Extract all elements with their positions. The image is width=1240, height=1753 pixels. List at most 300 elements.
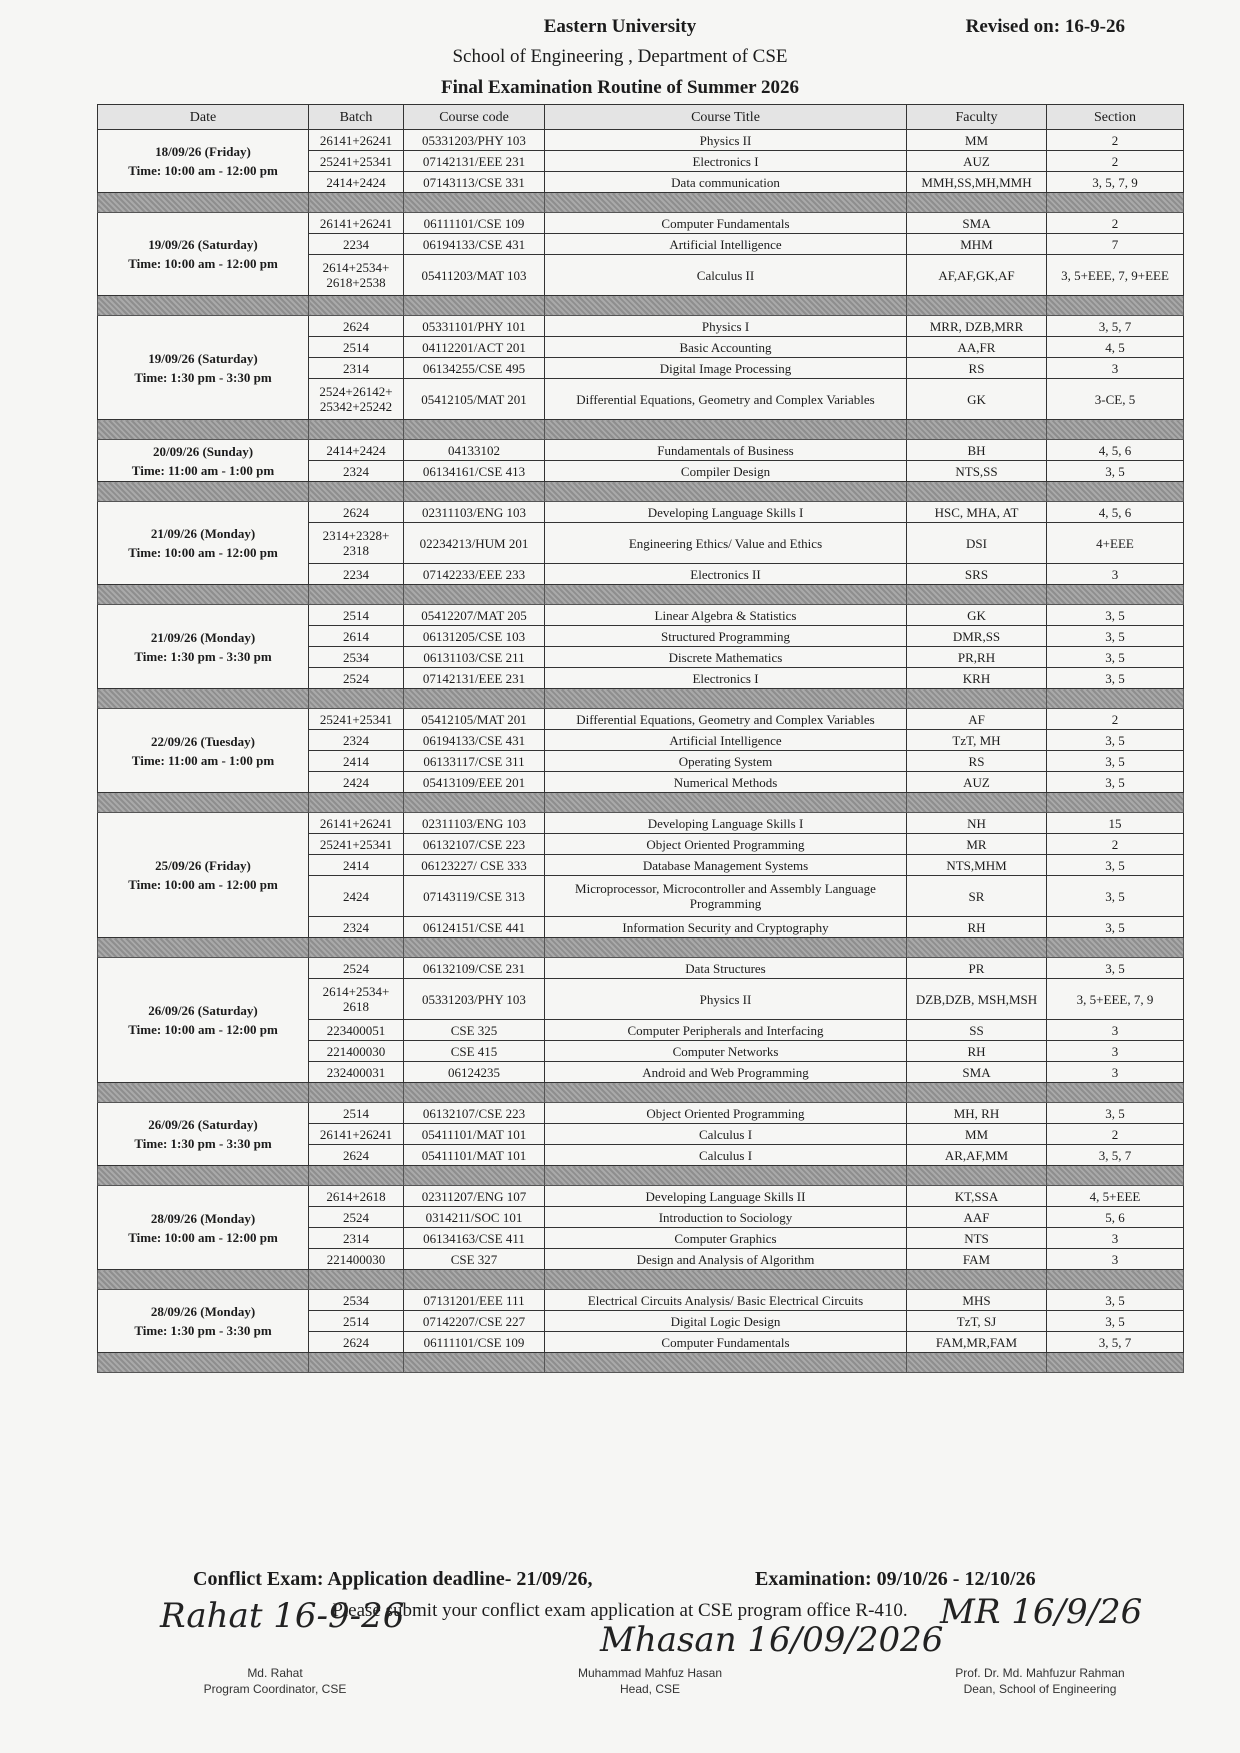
section-cell: 3, 5 (1047, 917, 1184, 938)
column-header-course-code: Course code (404, 105, 545, 130)
batch-cell: 2414 (309, 751, 404, 772)
separator-cell (545, 420, 907, 440)
separator-cell (907, 420, 1047, 440)
exam-date: 19/09/26 (Saturday) (148, 237, 258, 252)
batch-cell: 2424 (309, 876, 404, 917)
course-code-cell: 05413109/EEE 201 (404, 772, 545, 793)
section-cell: 4, 5, 6 (1047, 440, 1184, 461)
batch-cell: 2614+2618 (309, 1186, 404, 1207)
handwritten-signature: Rahat 16-9-26 (160, 1596, 405, 1636)
course-title-cell: Compiler Design (545, 461, 907, 482)
exam-date: 28/09/26 (Monday) (150, 1304, 256, 1319)
separator-cell (404, 296, 545, 316)
faculty-cell: RH (907, 917, 1047, 938)
separator-cell (404, 585, 545, 605)
batch-cell: 26141+26241 (309, 1124, 404, 1145)
section-cell: 3 (1047, 1020, 1184, 1041)
section-cell: 3, 5 (1047, 751, 1184, 772)
course-code-cell: 07143113/CSE 331 (404, 172, 545, 193)
batch-cell: 26141+26241 (309, 130, 404, 151)
separator-cell (907, 793, 1047, 813)
table-row (98, 1103, 1184, 1124)
section-cell: 2 (1047, 834, 1184, 855)
separator-cell (907, 1166, 1047, 1186)
course-code-cell: 06111101/CSE 109 (404, 1332, 545, 1353)
signatory-name: Muhammad Mahfuz Hasan (577, 1666, 723, 1680)
course-title-cell: Basic Accounting (545, 337, 907, 358)
group-separator (98, 1083, 1184, 1103)
faculty-cell: KRH (907, 668, 1047, 689)
separator-cell (309, 585, 404, 605)
batch-cell: 2234 (309, 234, 404, 255)
group-separator (98, 585, 1184, 605)
group-separator (98, 938, 1184, 958)
course-code-cell: 06131205/CSE 103 (404, 626, 545, 647)
signatory-role: Program Coordinator, CSE (203, 1682, 347, 1696)
separator-cell (309, 1353, 404, 1373)
section-cell: 3, 5 (1047, 876, 1184, 917)
exam-date-time (98, 1290, 309, 1353)
exam-date: 18/09/26 (Friday) (155, 144, 251, 159)
exam-date-time (98, 316, 309, 420)
course-title-cell: Introduction to Sociology (545, 1207, 907, 1228)
faculty-cell: MRR, DZB,MRR (907, 316, 1047, 337)
separator-cell (907, 482, 1047, 502)
separator-cell (98, 1166, 309, 1186)
separator-cell (98, 420, 309, 440)
exam-date: 25/09/26 (Friday) (155, 858, 251, 873)
faculty-cell: AAF (907, 1207, 1047, 1228)
exam-time: Time: 11:00 am - 1:00 pm (131, 752, 275, 768)
batch-cell: 2234 (309, 564, 404, 585)
course-title-cell: Calculus I (545, 1124, 907, 1145)
separator-cell (404, 938, 545, 958)
exam-date-time (98, 709, 309, 793)
course-code-cell: 05411101/MAT 101 (404, 1124, 545, 1145)
table-row (98, 709, 1184, 730)
conflict-examination-dates: Examination: 09/10/26 - 12/10/26 (755, 1568, 1036, 1590)
batch-cell: 2624 (309, 502, 404, 523)
section-cell: 3, 5, 7, 9 (1047, 172, 1184, 193)
course-title-cell: Computer Fundamentals (545, 1332, 907, 1353)
handwritten-signature: Mhasan 16/09/2026 (600, 1620, 944, 1660)
section-cell: 3 (1047, 358, 1184, 379)
separator-cell (545, 1083, 907, 1103)
course-code-cell: CSE 415 (404, 1041, 545, 1062)
course-code-cell: 06194133/CSE 431 (404, 730, 545, 751)
column-header-course-title: Course Title (545, 105, 907, 130)
course-code-cell: 06124151/CSE 441 (404, 917, 545, 938)
signatory-name: Prof. Dr. Md. Mahfuzur Rahman (955, 1666, 1125, 1680)
section-cell: 5, 6 (1047, 1207, 1184, 1228)
course-title-cell: Fundamentals of Business (545, 440, 907, 461)
course-code-cell: 06124235 (404, 1062, 545, 1083)
batch-cell: 26141+26241 (309, 213, 404, 234)
section-cell: 3 (1047, 1062, 1184, 1083)
table-header-row (98, 105, 1184, 130)
exam-date-time (98, 130, 309, 193)
section-cell: 3, 5 (1047, 1290, 1184, 1311)
faculty-cell: PR,RH (907, 647, 1047, 668)
course-title-cell: Database Management Systems (545, 855, 907, 876)
course-title-cell: Computer Networks (545, 1041, 907, 1062)
signature-program-coordinator (160, 1596, 405, 1696)
batch-cell: 2534 (309, 1290, 404, 1311)
faculty-cell: KT,SSA (907, 1186, 1047, 1207)
course-code-cell: 0314211/SOC 101 (404, 1207, 545, 1228)
separator-cell (404, 689, 545, 709)
course-code-cell: 02234213/HUM 201 (404, 523, 545, 564)
faculty-cell: TzT, SJ (907, 1311, 1047, 1332)
batch-cell: 2324 (309, 917, 404, 938)
batch-cell: 2614 (309, 626, 404, 647)
course-title-cell: Calculus II (545, 255, 907, 296)
separator-cell (404, 193, 545, 213)
separator-cell (404, 1270, 545, 1290)
course-code-cell: 07142233/EEE 233 (404, 564, 545, 585)
section-cell: 3, 5, 7 (1047, 1332, 1184, 1353)
course-title-cell: Discrete Mathematics (545, 647, 907, 668)
section-cell: 3 (1047, 1228, 1184, 1249)
exam-date: 21/09/26 (Monday) (150, 526, 256, 541)
exam-time: Time: 10:00 am - 12:00 pm (128, 545, 278, 560)
group-separator (98, 1270, 1184, 1290)
separator-cell (1047, 420, 1184, 440)
separator-cell (309, 793, 404, 813)
exam-time: Time: 1:30 pm - 3:30 pm (134, 369, 272, 385)
separator-cell (309, 420, 404, 440)
faculty-cell: SMA (907, 1062, 1047, 1083)
course-code-cell: 05411101/MAT 101 (404, 1145, 545, 1166)
separator-cell (545, 585, 907, 605)
faculty-cell: NTS,MHM (907, 855, 1047, 876)
faculty-cell: AUZ (907, 151, 1047, 172)
section-cell: 3, 5 (1047, 730, 1184, 751)
batch-cell: 2624 (309, 1332, 404, 1353)
faculty-cell: AUZ (907, 772, 1047, 793)
signatory-role: Dean, School of Engineering (963, 1682, 1117, 1696)
faculty-cell: AR,AF,MM (907, 1145, 1047, 1166)
batch-cell: 2324 (309, 730, 404, 751)
section-cell: 15 (1047, 813, 1184, 834)
separator-cell (98, 296, 309, 316)
faculty-cell: MM (907, 1124, 1047, 1145)
section-cell: 3, 5 (1047, 1103, 1184, 1124)
faculty-cell: AF,AF,GK,AF (907, 255, 1047, 296)
section-cell: 2 (1047, 130, 1184, 151)
course-code-cell: 06134163/CSE 411 (404, 1228, 545, 1249)
course-title-cell: Differential Equations, Geometry and Complex Variables (545, 379, 907, 420)
faculty-cell: NH (907, 813, 1047, 834)
separator-cell (309, 1270, 404, 1290)
faculty-cell: DMR,SS (907, 626, 1047, 647)
faculty-cell: DZB,DZB, MSH,MSH (907, 979, 1047, 1020)
table-row (98, 605, 1184, 626)
batch-cell: 26141+26241 (309, 813, 404, 834)
course-code-cell: 05331203/PHY 103 (404, 979, 545, 1020)
course-title-cell: Linear Algebra & Statistics (545, 605, 907, 626)
batch-cell: 2524+26142+ 25342+25242 (309, 379, 404, 420)
exam-time: Time: 10:00 am - 12:00 pm (128, 256, 278, 271)
section-cell: 3-CE, 5 (1047, 379, 1184, 420)
faculty-cell: PR (907, 958, 1047, 979)
separator-cell (907, 1353, 1047, 1373)
section-cell: 2 (1047, 1124, 1184, 1145)
course-code-cell: 06132107/CSE 223 (404, 1103, 545, 1124)
exam-date: 26/09/26 (Saturday) (148, 1003, 258, 1018)
separator-cell (1047, 296, 1184, 316)
separator-cell (404, 482, 545, 502)
separator-cell (98, 585, 309, 605)
separator-cell (309, 193, 404, 213)
exam-time: Time: 10:00 am - 12:00 pm (128, 163, 278, 178)
table-row (98, 1290, 1184, 1311)
course-code-cell: 06131103/CSE 211 (404, 647, 545, 668)
faculty-cell: MR (907, 834, 1047, 855)
separator-cell (309, 938, 404, 958)
faculty-cell: NTS (907, 1228, 1047, 1249)
exam-date-time (98, 605, 309, 689)
section-cell: 3, 5 (1047, 647, 1184, 668)
separator-cell (404, 793, 545, 813)
submission-note: Please submit your conflict exam application at CSE program office R-410. (332, 1600, 908, 1621)
batch-cell: 2314+2328+ 2318 (309, 523, 404, 564)
batch-cell: 2514 (309, 1311, 404, 1332)
course-title-cell: Data communication (545, 172, 907, 193)
signature-head-cse (520, 1620, 944, 1700)
course-code-cell: 05411203/MAT 103 (404, 255, 545, 296)
signature-dean (920, 1592, 1220, 1696)
batch-cell: 2624 (309, 316, 404, 337)
course-title-cell: Developing Language Skills II (545, 1186, 907, 1207)
group-separator (98, 689, 1184, 709)
faculty-cell: MHS (907, 1290, 1047, 1311)
separator-cell (1047, 482, 1184, 502)
course-code-cell: 07131201/EEE 111 (404, 1290, 545, 1311)
course-code-cell: 06134255/CSE 495 (404, 358, 545, 379)
group-separator (98, 1166, 1184, 1186)
section-cell: 3, 5, 7 (1047, 316, 1184, 337)
column-header-faculty: Faculty (907, 105, 1047, 130)
faculty-cell: HSC, MHA, AT (907, 502, 1047, 523)
separator-cell (1047, 1270, 1184, 1290)
section-cell: 3, 5, 7 (1047, 1145, 1184, 1166)
university-name: Eastern University (543, 16, 697, 37)
separator-cell (1047, 1353, 1184, 1373)
batch-cell: 2424 (309, 772, 404, 793)
separator-cell (545, 793, 907, 813)
exam-time: Time: 11:00 am - 1:00 pm (131, 462, 275, 478)
exam-date: 21/09/26 (Monday) (150, 629, 256, 645)
group-separator (98, 1353, 1184, 1373)
course-title-cell: Computer Fundamentals (545, 213, 907, 234)
section-cell: 4, 5 (1047, 337, 1184, 358)
course-title-cell: Computer Peripherals and Interfacing (545, 1020, 907, 1041)
exam-time: Time: 1:30 pm - 3:30 pm (134, 1136, 272, 1151)
course-title-cell: Electronics II (545, 564, 907, 585)
separator-cell (309, 296, 404, 316)
separator-cell (404, 1083, 545, 1103)
separator-cell (907, 1083, 1047, 1103)
course-code-cell: 05412207/MAT 205 (404, 605, 545, 626)
course-title-cell: Electrical Circuits Analysis/ Basic Electrical Circuits (545, 1290, 907, 1311)
exam-date: 22/09/26 (Tuesday) (151, 733, 255, 749)
batch-cell: 221400030 (309, 1249, 404, 1270)
group-separator (98, 420, 1184, 440)
section-cell: 3, 5 (1047, 855, 1184, 876)
section-cell: 3, 5 (1047, 605, 1184, 626)
faculty-cell: TzT, MH (907, 730, 1047, 751)
table-row (98, 502, 1184, 523)
batch-cell: 232400031 (309, 1062, 404, 1083)
course-title-cell: Design and Analysis of Algorithm (545, 1249, 907, 1270)
exam-date-time (98, 502, 309, 585)
faculty-cell: SR (907, 876, 1047, 917)
batch-cell: 2524 (309, 1207, 404, 1228)
batch-cell: 2414 (309, 855, 404, 876)
batch-cell: 2614+2534+ 2618+2538 (309, 255, 404, 296)
document-title: Final Examination Routine of Summer 2026 (440, 77, 800, 98)
course-title-cell: Differential Equations, Geometry and Complex Variables (545, 709, 907, 730)
separator-cell (545, 296, 907, 316)
section-cell: 3, 5 (1047, 668, 1184, 689)
separator-cell (907, 1270, 1047, 1290)
separator-cell (98, 793, 309, 813)
separator-cell (98, 193, 309, 213)
separator-cell (309, 1083, 404, 1103)
exam-routine-table (97, 104, 1184, 1373)
section-cell: 3 (1047, 564, 1184, 585)
course-code-cell: 06134161/CSE 413 (404, 461, 545, 482)
course-code-cell: CSE 325 (404, 1020, 545, 1041)
group-separator (98, 793, 1184, 813)
batch-cell: 2514 (309, 1103, 404, 1124)
section-cell: 3, 5 (1047, 461, 1184, 482)
faculty-cell: GK (907, 379, 1047, 420)
separator-cell (404, 1166, 545, 1186)
signatory-name: Md. Rahat (247, 1666, 303, 1680)
batch-cell: 2414+2424 (309, 172, 404, 193)
section-cell: 3, 5+EEE, 7, 9+EEE (1047, 255, 1184, 296)
course-code-cell: 06123227/ CSE 333 (404, 855, 545, 876)
faculty-cell: MMH,SS,MH,MMH (907, 172, 1047, 193)
section-cell: 2 (1047, 709, 1184, 730)
batch-cell: 2534 (309, 647, 404, 668)
separator-cell (309, 1166, 404, 1186)
course-title-cell: Data Structures (545, 958, 907, 979)
course-title-cell: Artificial Intelligence (545, 234, 907, 255)
course-title-cell: Electronics I (545, 668, 907, 689)
course-code-cell: 05412105/MAT 201 (404, 379, 545, 420)
separator-cell (1047, 585, 1184, 605)
faculty-cell: SMA (907, 213, 1047, 234)
column-header-section: Section (1047, 105, 1184, 130)
course-code-cell: 05412105/MAT 201 (404, 709, 545, 730)
course-title-cell: Structured Programming (545, 626, 907, 647)
separator-cell (404, 1353, 545, 1373)
course-title-cell: Artificial Intelligence (545, 730, 907, 751)
exam-date: 26/09/26 (Saturday) (148, 1117, 258, 1132)
table-row (98, 813, 1184, 834)
batch-cell: 25241+25341 (309, 151, 404, 172)
separator-cell (545, 1270, 907, 1290)
section-cell: 3 (1047, 1249, 1184, 1270)
signatory-role: Head, CSE (619, 1682, 681, 1696)
batch-cell: 2314 (309, 358, 404, 379)
section-cell: 4, 5+EEE (1047, 1186, 1184, 1207)
exam-date-time (98, 813, 309, 938)
section-cell: 3 (1047, 1041, 1184, 1062)
faculty-cell: AF (907, 709, 1047, 730)
course-title-cell: Physics II (545, 979, 907, 1020)
faculty-cell: MHM (907, 234, 1047, 255)
batch-cell: 2514 (309, 605, 404, 626)
separator-cell (907, 689, 1047, 709)
faculty-cell: RS (907, 751, 1047, 772)
table-row (98, 958, 1184, 979)
course-code-cell: 06132107/CSE 223 (404, 834, 545, 855)
course-code-cell: 02311103/ENG 103 (404, 502, 545, 523)
separator-cell (1047, 689, 1184, 709)
section-cell: 3, 5 (1047, 1311, 1184, 1332)
conflict-deadline: Conflict Exam: Application deadline- 21/09/26, (193, 1568, 593, 1590)
separator-cell (1047, 793, 1184, 813)
section-cell: 3, 5 (1047, 958, 1184, 979)
faculty-cell: GK (907, 605, 1047, 626)
separator-cell (98, 1353, 309, 1373)
separator-cell (545, 938, 907, 958)
faculty-cell: NTS,SS (907, 461, 1047, 482)
exam-routine-body (98, 130, 1184, 1373)
section-cell: 7 (1047, 234, 1184, 255)
course-title-cell: Computer Graphics (545, 1228, 907, 1249)
batch-cell: 2514 (309, 337, 404, 358)
faculty-cell: AA,FR (907, 337, 1047, 358)
course-title-cell: Operating System (545, 751, 907, 772)
table-row (98, 440, 1184, 461)
column-header-date: Date (98, 105, 309, 130)
separator-cell (545, 689, 907, 709)
section-cell: 2 (1047, 151, 1184, 172)
faculty-cell: DSI (907, 523, 1047, 564)
course-code-cell: 07142131/EEE 231 (404, 668, 545, 689)
batch-cell: 25241+25341 (309, 709, 404, 730)
group-separator (98, 296, 1184, 316)
exam-date-time (98, 1103, 309, 1166)
revised-date: Revised on: 16-9-26 (965, 16, 1125, 37)
separator-cell (1047, 1083, 1184, 1103)
separator-cell (309, 689, 404, 709)
exam-date-time (98, 958, 309, 1083)
batch-cell: 25241+25341 (309, 834, 404, 855)
course-code-cell: 07142131/EEE 231 (404, 151, 545, 172)
separator-cell (1047, 938, 1184, 958)
exam-time: Time: 10:00 am - 12:00 pm (128, 877, 278, 892)
course-title-cell: Physics I (545, 316, 907, 337)
faculty-cell: RH (907, 1041, 1047, 1062)
exam-time: Time: 1:30 pm - 3:30 pm (134, 1323, 272, 1338)
separator-cell (907, 296, 1047, 316)
separator-cell (1047, 1166, 1184, 1186)
separator-cell (907, 938, 1047, 958)
course-title-cell: Physics II (545, 130, 907, 151)
section-cell: 3, 5 (1047, 772, 1184, 793)
handwritten-signature: MR 16/9/26 (940, 1592, 1143, 1632)
batch-cell: 2414+2424 (309, 440, 404, 461)
course-title-cell: Microprocessor, Microcontroller and Assembly Language Programming (545, 876, 907, 917)
separator-cell (545, 193, 907, 213)
exam-time: Time: 10:00 am - 12:00 pm (128, 1022, 278, 1037)
